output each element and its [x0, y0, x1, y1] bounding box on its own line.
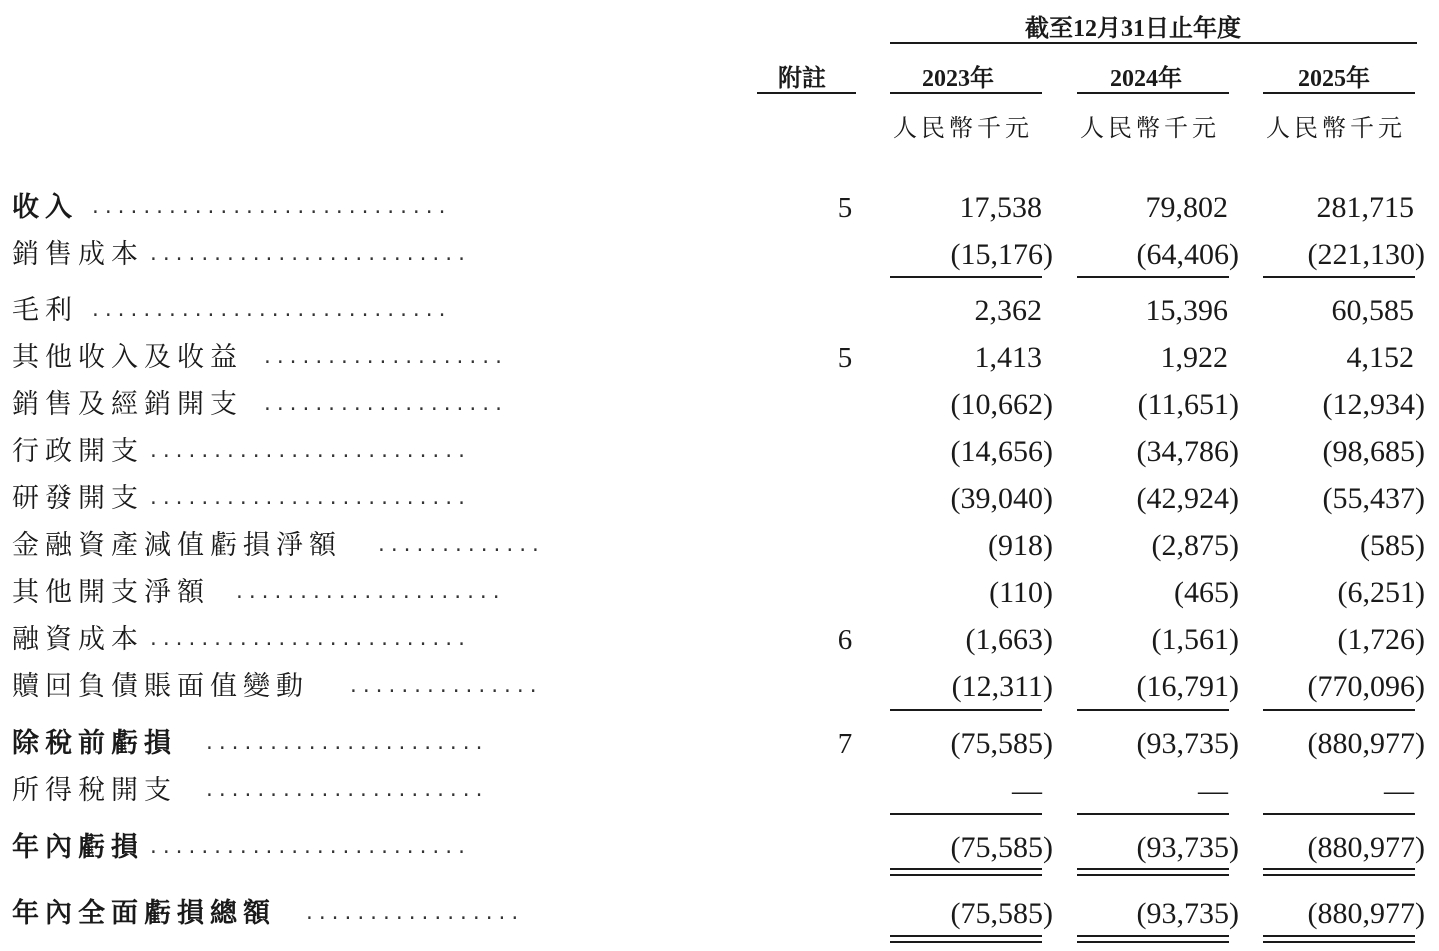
- cell-total-comprehensive-loss-2023: (75,585): [950, 897, 1053, 930]
- cell-loss-before-tax-2025: (880,977): [1307, 727, 1425, 760]
- cell-income-tax-2025: —: [1384, 774, 1414, 807]
- row-label-redemption-liability-change: 贖回負債賬面值變動: [12, 671, 309, 702]
- cell-rnd-expenses-2024: (42,924): [1136, 482, 1239, 515]
- year-rule-2023: [890, 92, 1042, 94]
- double-rule-bottom-2023: [890, 874, 1042, 876]
- cell-revenue-2025: 281,715: [1316, 191, 1414, 224]
- subtotal-rule-2025: [1263, 276, 1415, 278]
- unit-label-2025: 人民幣千元: [1266, 114, 1406, 142]
- double-rule-top-2023: [890, 935, 1042, 937]
- dot-leader: ...............: [348, 676, 541, 697]
- subtotal-rule-2024: [1077, 276, 1229, 278]
- note-column-header: 附註: [778, 66, 826, 92]
- cell-selling-expenses-2024: (11,651): [1137, 388, 1239, 421]
- row-label-admin-expenses: 行政開支: [12, 436, 144, 467]
- cell-total-comprehensive-loss-2025: (880,977): [1307, 897, 1425, 930]
- double-rule-bottom-2024: [1077, 941, 1229, 943]
- row-note-other-income: 5: [837, 342, 853, 374]
- dot-leader: .........................: [148, 441, 469, 462]
- double-rule-top-2023: [890, 868, 1042, 870]
- year-header-2023: 2023年: [922, 66, 994, 92]
- row-label-loss-before-tax: 除稅前虧損: [12, 728, 177, 759]
- row-note-finance-costs: 6: [837, 624, 853, 656]
- dot-leader: ...................: [262, 394, 506, 415]
- note-header-rule: [757, 92, 856, 94]
- cell-other-income-2024: 1,922: [1160, 341, 1228, 374]
- cell-admin-expenses-2024: (34,786): [1136, 435, 1239, 468]
- unit-label-2024: 人民幣千元: [1080, 114, 1220, 142]
- year-header-2024: 2024年: [1110, 66, 1182, 92]
- double-rule-bottom-2025: [1263, 874, 1415, 876]
- dot-leader: .........................: [148, 244, 469, 265]
- row-label-loss-for-year: 年內虧損: [12, 832, 144, 863]
- cell-admin-expenses-2025: (98,685): [1322, 435, 1425, 468]
- double-rule-top-2025: [1263, 935, 1415, 937]
- double-rule-top-2025: [1263, 868, 1415, 870]
- subtotal-rule-2025: [1263, 813, 1415, 815]
- row-label-impairment-losses: 金融資產減值虧損淨額: [12, 530, 342, 561]
- cell-loss-before-tax-2023: (75,585): [950, 727, 1053, 760]
- row-note-revenue: 5: [837, 192, 853, 224]
- row-label-finance-costs: 融資成本: [12, 624, 144, 655]
- cell-redemption-liability-change-2023: (12,311): [951, 670, 1053, 703]
- row-label-rnd-expenses: 研發開支: [12, 483, 144, 514]
- cell-gross-profit-2024: 15,396: [1145, 294, 1228, 327]
- row-label-cost-of-sales: 銷售成本: [12, 239, 144, 270]
- row-label-selling-expenses: 銷售及經銷開支: [12, 389, 243, 420]
- dot-leader: ......................: [204, 733, 487, 754]
- cell-other-expenses-2023: (110): [989, 576, 1053, 609]
- cell-cost-of-sales-2023: (15,176): [950, 238, 1053, 271]
- double-rule-bottom-2023: [890, 941, 1042, 943]
- double-rule-bottom-2024: [1077, 874, 1229, 876]
- dot-leader: .............: [376, 535, 543, 556]
- cell-admin-expenses-2023: (14,656): [950, 435, 1053, 468]
- cell-loss-for-year-2023: (75,585): [950, 831, 1053, 864]
- row-label-gross-profit: 毛利: [12, 295, 78, 326]
- row-label-other-income: 其他收入及收益: [12, 342, 243, 373]
- cell-selling-expenses-2023: (10,662): [950, 388, 1053, 421]
- row-label-other-expenses: 其他開支淨額: [12, 577, 210, 608]
- dot-leader: ...................: [262, 347, 506, 368]
- cell-income-tax-2024: —: [1198, 774, 1228, 807]
- cell-other-income-2023: 1,413: [974, 341, 1042, 374]
- subtotal-rule-2024: [1077, 709, 1229, 711]
- subtotal-rule-2024: [1077, 813, 1229, 815]
- period-rule: [890, 42, 1417, 44]
- unit-label-2023: 人民幣千元: [893, 114, 1033, 142]
- year-header-2025: 2025年: [1298, 66, 1370, 92]
- cell-selling-expenses-2025: (12,934): [1322, 388, 1425, 421]
- cell-gross-profit-2023: 2,362: [974, 294, 1042, 327]
- subtotal-rule-2023: [890, 709, 1042, 711]
- subtotal-rule-2023: [890, 276, 1042, 278]
- cell-finance-costs-2025: (1,726): [1337, 623, 1425, 656]
- double-rule-top-2024: [1077, 935, 1229, 937]
- row-note-loss-before-tax: 7: [837, 728, 853, 760]
- cell-other-expenses-2025: (6,251): [1337, 576, 1425, 609]
- cell-revenue-2023: 17,538: [959, 191, 1042, 224]
- cell-income-tax-2023: —: [1012, 774, 1042, 807]
- cell-rnd-expenses-2023: (39,040): [950, 482, 1053, 515]
- cell-loss-for-year-2024: (93,735): [1136, 831, 1239, 864]
- subtotal-rule-2025: [1263, 709, 1415, 711]
- row-label-revenue: 收入: [12, 192, 78, 223]
- cell-impairment-losses-2023: (918): [988, 529, 1053, 562]
- cell-impairment-losses-2024: (2,875): [1151, 529, 1239, 562]
- cell-redemption-liability-change-2025: (770,096): [1307, 670, 1425, 703]
- cell-finance-costs-2023: (1,663): [965, 623, 1053, 656]
- dot-leader: .................: [304, 903, 523, 924]
- cell-revenue-2024: 79,802: [1145, 191, 1228, 224]
- dot-leader: .....................: [234, 582, 504, 603]
- cell-rnd-expenses-2025: (55,437): [1322, 482, 1425, 515]
- cell-loss-for-year-2025: (880,977): [1307, 831, 1425, 864]
- row-label-total-comprehensive-loss: 年內全面虧損總額: [12, 898, 276, 929]
- cell-gross-profit-2025: 60,585: [1331, 294, 1414, 327]
- cell-total-comprehensive-loss-2024: (93,735): [1136, 897, 1239, 930]
- double-rule-top-2024: [1077, 868, 1229, 870]
- cell-impairment-losses-2025: (585): [1360, 529, 1425, 562]
- cell-other-expenses-2024: (465): [1174, 576, 1239, 609]
- double-rule-bottom-2025: [1263, 941, 1415, 943]
- cell-cost-of-sales-2024: (64,406): [1136, 238, 1239, 271]
- dot-leader: ......................: [204, 780, 487, 801]
- cell-other-income-2025: 4,152: [1346, 341, 1414, 374]
- cell-finance-costs-2024: (1,561): [1151, 623, 1239, 656]
- dot-leader: .........................: [148, 488, 469, 509]
- year-rule-2025: [1263, 92, 1415, 94]
- dot-leader: ............................: [90, 300, 450, 321]
- subtotal-rule-2023: [890, 813, 1042, 815]
- period-title: 截至12月31日止年度: [1025, 16, 1241, 42]
- dot-leader: .........................: [148, 629, 469, 650]
- cell-loss-before-tax-2024: (93,735): [1136, 727, 1239, 760]
- dot-leader: ............................: [90, 197, 450, 218]
- cell-redemption-liability-change-2024: (16,791): [1136, 670, 1239, 703]
- row-label-income-tax: 所得稅開支: [12, 775, 177, 806]
- dot-leader: .........................: [148, 837, 469, 858]
- cell-cost-of-sales-2025: (221,130): [1307, 238, 1425, 271]
- year-rule-2024: [1077, 92, 1229, 94]
